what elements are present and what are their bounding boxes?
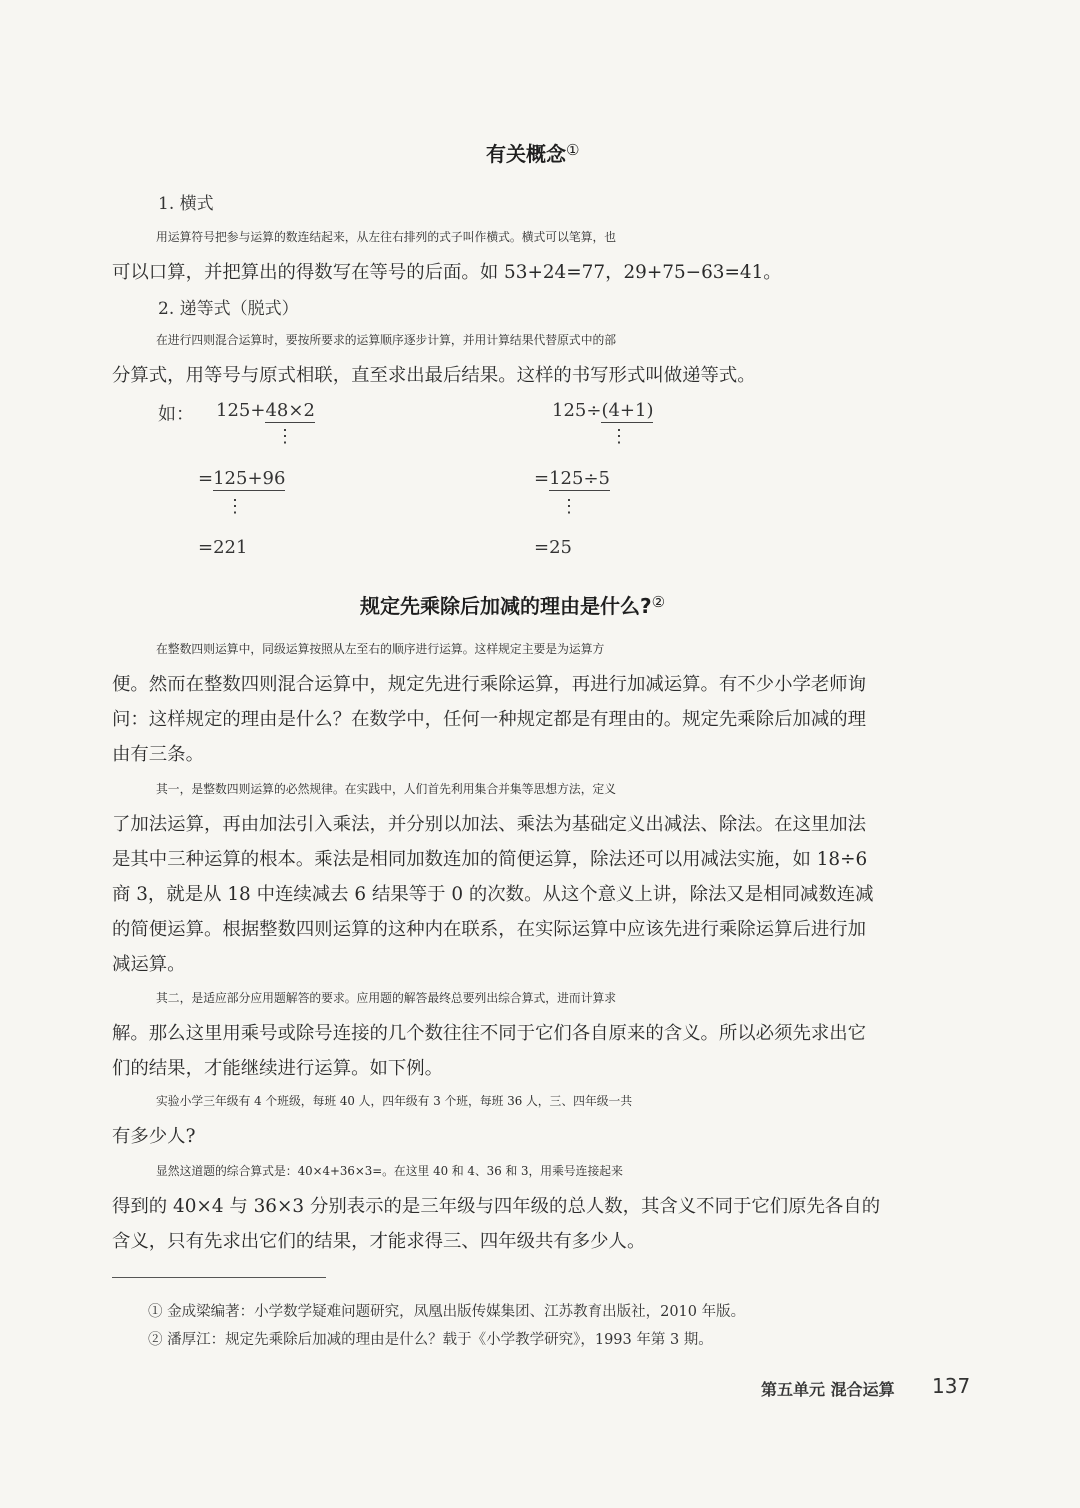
text-line: 可以口算，并把算出的得数写在等号的后面。如 53+24=77，29+75−63=41。	[112, 262, 782, 283]
item1-paragraph	[112, 220, 974, 290]
right-result: =25	[534, 537, 572, 558]
text-line: 得到的 40×4 与 36×3 分别表示的是三年级与四年级的总人数，其含义不同于它们原先各自的	[112, 1196, 881, 1217]
left-line1-prefix: 125+	[216, 400, 266, 421]
text-line: 在进行四则混合运算时，要按所要求的运算顺序逐步计算，并用计算结果代替原式中的部	[156, 333, 617, 347]
footnote-ref-1: ①	[566, 141, 580, 159]
right-line1-underlined: (4+1)	[601, 400, 654, 421]
section-title-text: 有关概念	[486, 142, 566, 166]
left-formula-line2	[198, 468, 285, 489]
example-label: 如：	[158, 404, 194, 425]
paragraph-example-problem	[112, 1084, 974, 1154]
left-formula-line1	[216, 400, 315, 421]
left-line2-underlined: 125+96	[213, 468, 286, 489]
text-line: 了加法运算，再由加法引入乘法，并分别以加法、乘法为基础定义出减法、除法。在这里加法	[112, 814, 867, 835]
text-line: 问：这样规定的理由是什么？在数学中，任何一种规定都是有理由的。规定先乘除后加减的理	[112, 709, 867, 730]
section-title-text: 规定先乘除后加减的理由是什么?	[360, 594, 652, 618]
section-title-reason	[360, 590, 665, 619]
right-line1-prefix: 125÷	[552, 400, 602, 421]
text-line: 是其中三种运算的根本。乘法是相同加数连加的简便运算，除法还可以用减法实施，如 18÷6	[112, 849, 868, 870]
text-line: 显然这道题的综合算式是：40×4+36×3=。在这里 40 和 4、36 和 3，用乘号连接起来	[156, 1164, 623, 1178]
right-dots-1: ⋮	[610, 426, 628, 447]
text-line: 用运算符号把参与运算的数连结起来，从左往右排列的式子叫作横式。横式可以笔算，也	[156, 230, 617, 244]
text-line: 在整数四则运算中，同级运算按照从左至右的顺序进行运算。这样规定主要是为运算方	[156, 642, 605, 656]
text-line: 其二，是适应部分应用题解答的要求。应用题的解答最终总要列出综合算式，进而计算求	[156, 991, 617, 1005]
footnote-1: ① 金成梁编著：小学数学疑难问题研究，凤凰出版传媒集团、江苏教育出版社，2010 年版。	[148, 1304, 746, 1320]
item1-heading: 1. 横式	[158, 194, 214, 214]
text-line: 其一，是整数四则运算的必然规律。在实践中，人们首先利用集合并集等思想方法，定义	[156, 782, 617, 796]
right-dots-2: ⋮	[560, 496, 578, 517]
paragraph-intro	[112, 632, 974, 772]
item2-paragraph	[112, 323, 974, 393]
left-result: =221	[198, 537, 248, 558]
right-line2-prefix: =	[534, 468, 550, 489]
right-line2-underlined: 125÷5	[549, 468, 610, 489]
text-line: 们的结果，才能继续进行运算。如下例。	[112, 1058, 444, 1079]
left-dots-2: ⋮	[226, 496, 244, 517]
text-line: 有多少人?	[112, 1126, 196, 1147]
right-formula-line2	[534, 468, 610, 489]
item2-heading: 2. 递等式（脱式）	[158, 299, 299, 319]
section-title-concepts	[486, 138, 579, 167]
running-footer-unit: 第五单元 混合运算	[761, 1380, 895, 1399]
paragraph-example-solution	[112, 1154, 974, 1259]
left-dots-1: ⋮	[276, 426, 294, 447]
left-line2-prefix: =	[198, 468, 214, 489]
text-line: 解。那么这里用乘号或除号连接的几个数往往不同于它们各自原来的含义。所以必须先求出它	[112, 1023, 867, 1044]
text-line: 由有三条。	[112, 744, 204, 765]
text-line: 实验小学三年级有 4 个班级，每班 40 人，四年级有 3 个班，每班 36 人，三、四年级一共	[156, 1094, 633, 1108]
text-line: 的简便运算。根据整数四则运算的这种内在联系，在实际运算中应该先进行乘除运算后进行加	[112, 919, 867, 940]
text-line: 商 3，就是从 18 中连续减去 6 结果等于 0 的次数。从这个意义上讲，除法又是相同减数连减	[112, 884, 874, 905]
footnote-2: ② 潘厚江：规定先乘除后加减的理由是什么？载于《小学教学研究》，1993 年第 3 期。	[148, 1332, 713, 1348]
footnote-divider	[112, 1277, 326, 1278]
paragraph-reason-two	[112, 981, 974, 1086]
left-line1-underlined: 48×2	[265, 400, 315, 421]
footnote-ref-2: ②	[651, 593, 666, 611]
paragraph-reason-one	[112, 772, 974, 982]
right-formula-line1	[552, 400, 653, 421]
text-line: 含义，只有先求出它们的结果，才能求得三、四年级共有多少人。	[112, 1231, 646, 1252]
text-line: 便。然而在整数四则混合运算中，规定先进行乘除运算，再进行加减运算。有不少小学老师询	[112, 674, 867, 695]
page-number: 137	[932, 1374, 971, 1398]
text-line: 减运算。	[112, 954, 186, 975]
text-line: 分算式，用等号与原式相联，直至求出最后结果。这样的书写形式叫做递等式。	[112, 365, 756, 386]
